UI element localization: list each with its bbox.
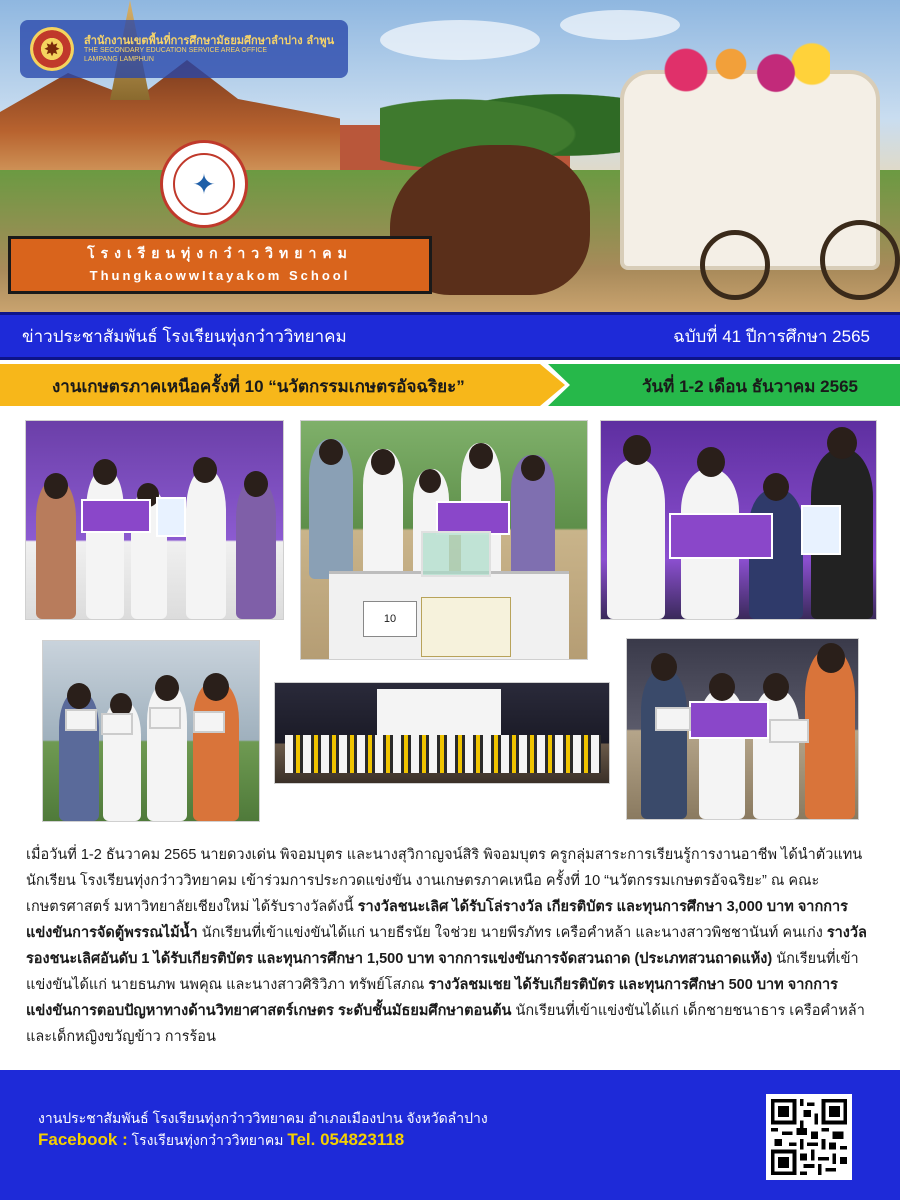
table-number-sign: 10 [363,601,417,637]
school-emblem-icon: ✦ [160,140,248,228]
newsletter-title: ข่าวประชาสัมพันธ์ โรงเรียนทุ่งกว๋าววิทยาคม [22,326,347,346]
office-name-en-line2: LAMPANG LAMPHUN [84,55,154,63]
flowers-shape [650,40,830,100]
footer [0,1070,900,1200]
education-office-badge [20,20,348,78]
photo-award-group-1 [25,420,284,620]
photo-tray-garden-award [42,640,260,822]
award-first-place: รางวัลชนะเลิศ ได้รับโล่รางวัล เกียรติบัตร และทุนการศึกษา 3,000 บาท จากการแข่งขันการจัดตู้พรรณไม้น้ำ [26,899,848,941]
school-name-en: ThungkaowwItayakom School [89,268,351,283]
article-intro: เมื่อวันที่ 1-2 ธันวาคม 2565 นายดวงเด่น พิจอมบุตร และนางสุวิกาญจน์สิริ พิจอมบุตร ครูกลุ่มสาระการเรียนรู้การงานอาชีพ ได้นำตัวแทนนักเรียน โรงเรียนทุ่งกว๋าววิทยาคม เข้าร่วมการประกวดแข่งขัน งานเกษตรภาคเหนือ ครั้งที่ 10 “นวัตกรรมเกษตรอัจฉริยะ” ณ คณะเกษตรศาสตร์ มหาวิทยาลัยเชียงใหม่ ได้รับรางวัลดังนี้ [26,847,863,915]
news-article [26,842,876,1050]
qr-code-icon[interactable] [766,1094,852,1180]
facebook-page-link[interactable]: โรงเรียนทุ่งกว๋าววิทยาคม [131,1132,284,1148]
mindmap-poster [421,597,511,657]
school-name-box [8,236,432,294]
newsletter-info-bar [0,312,900,360]
wheel-shape [700,230,770,300]
school-name-th: โรงเรียนทุ่งกว๋าววิทยาคม [87,246,353,262]
award-runner-up: รางวัลรองชนะเลิศอันดับ 1 ได้รับเกียรติบัตร และทุนการศึกษา 1,500 บาท จากการแข่งขันการจัดสวนถาด (ประเภทสวนถาดแห้ง) [26,925,867,967]
issue-number: ฉบับที่ 41 ปีการศึกษา 2565 [673,326,870,346]
event-bar [0,364,900,406]
office-name-en-line1: THE SECONDARY EDUCATION SERVICE AREA OFFICE [84,47,268,55]
office-name-th: สำนักงานเขตพื้นที่การศึกษามัธยมศึกษาลำปาง ลำพูน [84,34,335,48]
photo-ceremony-hall [274,682,610,784]
wheel-shape [820,220,900,300]
article-honorable-students: นักเรียนที่เข้าแข่งขันได้แก่ เด็กชายชนาธาร เครือคำหล้า และเด็กหญิงขวัญข้าว การร้อน [26,1003,865,1045]
cloud-shape [560,10,680,40]
article-runner-up-students: นักเรียนที่เข้าแข่งขันได้แก่ นายธนภพ นพคุณ และนางสาวศิริวิภา ทรัพย์โสภณ [26,951,859,993]
award-honorable-mention: รางวัลชมเชย ได้รับเกียรติบัตร และทุนการศึกษา 500 บาท จากการแข่งขันการตอบปัญหาทางด้านวิทยาศาสตร์เกษตร ระดับชั้นมัธยมศึกษาตอนต้น [26,977,838,1019]
photo-quiz-award [626,638,859,820]
event-date: วันที่ 1-2 เดือน ธันวาคม 2565 [641,377,858,396]
event-title: งานเกษตรภาคเหนือครั้งที่ 10 “นวัตกรรมเกษตรอัจฉริยะ” [52,377,465,396]
phone-number[interactable]: Tel. 054823118 [287,1130,405,1149]
aquarium-shape [421,531,491,577]
photo-aquarium-contest [300,420,588,660]
header-banner [0,0,900,312]
cloud-shape [380,20,540,60]
photo-award-group-2 [600,420,877,620]
footer-contact [38,1130,404,1152]
office-seal-icon: ✸ [30,27,74,71]
footer-department: งานประชาสัมพันธ์ โรงเรียนทุ่งกว๋าววิทยาคม อำเภอเมืองปาน จังหวัดลำปาง [38,1110,488,1126]
crowd-shape [285,735,601,773]
article-first-place-students: นักเรียนที่เข้าแข่งขันได้แก่ นายธีรนัย ใจช่วย นายพีรภัทร เครือคำหล้า และนางสาวพิชชานันท์ คนเก่ง [197,925,827,941]
facebook-label: Facebook : [38,1130,128,1149]
